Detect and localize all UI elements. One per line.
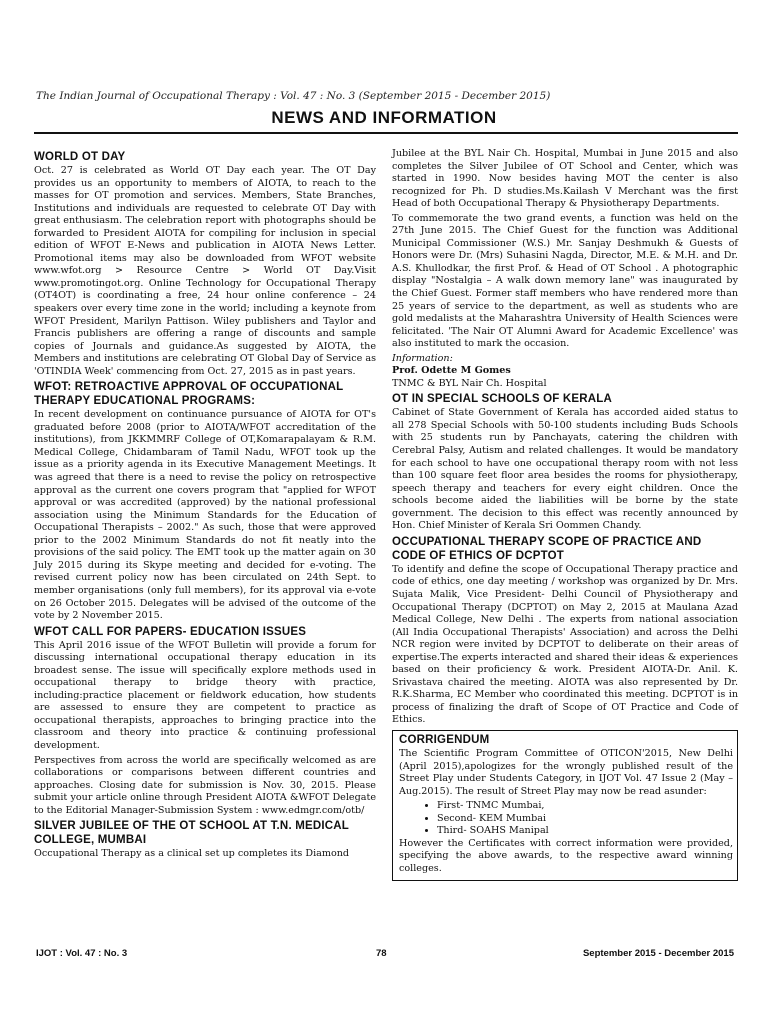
title-divider [34,132,738,134]
paragraph: Jubilee at the BYL Nair Ch. Hospital, Mumbai in June 2015 and also completes the Silver Jubilee of OT School and Center, which was started in 1990. Now besides having MOT the center is also recognized for Ph. D studies.Ms.Kailash V Merchant was the first Head of both Occupational Therapy & Physiotherapy Departments. [392,148,738,210]
paragraph: Oct. 27 is celebrated as World OT Day each year. The OT Day provides us an opportunity to members of AIOTA, to reach to the masses for OT promotion and services. Members, State Branches, Institutions and individuals are requested to celebrate OT Day with great enthusiasm. The celebration report with photographs should be forwarded to President AIOTA for compiling for inclusion in special edition of WFOT E-News and publication in AIOTA News Letter. Promotional items may also be downloaded from WFOT website www.wfot.org > Resource Centre > World OT Day.Visit www.promotingot.org. Online Technology for Occupational Therapy (OT4OT) is coordinating a free, 24 hour online conference – 24 speakers over every time zone in the world; including a keynote from WFOT President, Marilyn Pattison. Wiley publishers and Taylor and Francis publishers are offering a range of discounts and sample copies of Journals and guidance.As suggested by AIOTA, the Members and institutions are celebrating OT Global Day of Service as 'OTINDIA Week' commencing from Oct. 27, 2015 as in past years. [34,165,376,377]
paragraph: This April 2016 issue of the WFOT Bulletin will provide a forum for discussing international occupational therapy education in its broadest sense. The issue will specifically explore methods used in occupational therapy to bridge theory with practice, including:practice placement or fieldwork education, how students are assessed to ensure they are competent to practice as occupational therapists, approaches to bringing practice into the classroom and theory into practice & continuing professional development. [34,639,376,751]
journal-citation: The Indian Journal of Occupational Therapy : Vol. 47 : No. 3 (September 2015 - December 2015) [36,90,551,102]
paragraph: Occupational Therapy as a clinical set up completes its Diamond [34,848,350,860]
list-item: • First- TNMC Mumbai, [437,800,733,813]
information-label: Information: [392,352,453,364]
information-affiliation: TNMC & BYL Nair Ch. Hospital [392,377,547,389]
paragraph: Perspectives from across the world are specifically welcomed as are collaborations or comparisons between different countries and approaches. Closing date for submission is Nov. 30, 2015. Please submit your article online through President AIOTA &WFOT Delegate to the Editorial Manager-Submission System : www.edmgr.com/otb/ [34,754,376,816]
section-heading-silver-jubilee: SILVER JUBILEE OF THE OT SCHOOL AT T.N. MEDICAL COLLEGE, MUMBAI [34,820,349,847]
paragraph: Cabinet of State Government of Kerala has accorded aided status to all 278 Special Schools with 50-100 students including Buds Schools with 25 students run by Panchayats, catering the children with Cerebral Palsy, Autism and related challenges. It would be mandatory for each school to have one occupational therapy room with not less than 100 square feet floor area besides the rooms for physiotherapy, speech therapy and teachers for every eight children. Once the schools become aided the liabilities will be borne by the state government. The decision to this effect was recently announced by Hon. Chief Minister of Kerala Sri Oommen Chandy. [392,407,738,532]
section-heading-call-for-papers: WFOT CALL FOR PAPERS- EDUCATION ISSUES [34,625,307,638]
paragraph: To commemorate the two grand events, a function was held on the 27th June 2015. The Chief Guest for the function was Additional Municipal Commissioner (W.S.) Mr. Sanjay Deshmukh & Guests of Honors were Dr. (Mrs) Suhasini Nagda, Director, M.E. & M.H. and Dr. A.S. Khullodkar, the first Prof. & Head of OT School . A photographic display "Nostalgia – A walk down memory lane" was inaugurated by the Chief Guest. Former staff members who have rendered more than 25 years of service to the department, as well as students who are gold medalists at the Maharashtra University of Health Sciences were felicitated. 'The Nair OT Alumni Award for Academic Excellence' was also instituted to mark the occasion. [392,212,738,350]
paragraph: In recent development on continuance pursuance of AIOTA for OT's graduated before 2008 (prior to AIOTA/WFOT accreditation of the institutions), from JKKMMRF College of OT,Komarapalayam & R.M. Medical College, Chidambaram of Tamil Nadu, WFOT took up the issue as a priority agenda in its Executive Management Meetings. It was agreed that there is a need to revise the policy on retrospective approval as the current one covers program that "applied for WFOT approval or was accredited (approved) by the national professional association using the Minimum Standards for the Education of Occupational Therapists – 2002." As such, those that were approved prior to the 2002 Minimum Standards do not fit neatly into the provisions of the said policy. The EMT took up the matter again on 30 July 2015 during its Skype meeting and decided for e-voting. The revised current policy now has been circulated on 24th Sept. to member organisations (only full members), for its approval via e-vote on 26 October 2015. Delegates will be advised of the outcome of the vote by 2 November 2015. [34,409,376,622]
page-title: NEWS AND INFORMATION [271,108,497,127]
paragraph: However the Certificates with correct information were provided, specifying the above awards, to the respective award winning colleges. [399,837,733,874]
right-column [392,148,738,881]
left-column [34,148,376,863]
section-heading-kerala-schools: OT IN SPECIAL SCHOOLS OF KERALA [392,393,613,406]
list-item: • Third- SOAHS Manipal [437,825,733,838]
footer-journal: IJOT : Vol. 47 : No. 3 [36,948,128,959]
corrigendum-box [392,730,738,881]
page-number: 78 [376,948,387,959]
footer-date: September 2015 - December 2015 [582,948,734,959]
list-item: • Second- KEM Mumbai [437,813,733,826]
paragraph: The Scientific Program Committee of OTICON'2015, New Delhi (April 2015),apologizes for the wrongly published result of the Street Play under Students Category, in IJOT Vol. 47 Issue 2 (May –Aug.2015). The result of Street Play may now be read asunder: [399,747,733,797]
paragraph: To identify and define the scope of Occupational Therapy practice and code of ethics, one day meeting / workshop was organized by Dr. Mrs. Sujata Malik, Vice President- Delhi Council of Physiotherapy and Occupational Therapy (DCPTOT) on May 2, 2015 at Maulana Azad Medical College, New Delhi . The experts from national association (All India Occupational Therapists' Association) and across the Delhi NCR region were invited by DCPTOT to deliberate on their areas of expertise.The experts interacted and shared their ideas & experiences based on their proficiency & work. President AIOTA-Dr. Anil. K. Srivastava chaired the meeting. AIOTA was also represented by Dr. R.K.Sharma, EC Member who coordinated this meeting. DCPTOT is in process of finalizing the draft of Scope of OT Practice and Code of Ethics. [392,563,738,726]
section-heading-world-ot-day: WORLD OT DAY [34,151,126,163]
section-heading-scope-of-practice: OCCUPATIONAL THERAPY SCOPE OF PRACTICE AND CODE OF ETHICS OF DCPTOT [392,535,702,562]
corrigendum-heading: CORRIGENDUM [399,733,490,746]
information-name: Prof. Odette M Gomes [392,365,511,377]
section-heading-retroactive-approval: WFOT: RETROACTIVE APPROVAL OF OCCUPATIONAL THERAPY EDUCATIONAL PROGRAMS: [34,381,344,408]
results-list [437,800,733,838]
